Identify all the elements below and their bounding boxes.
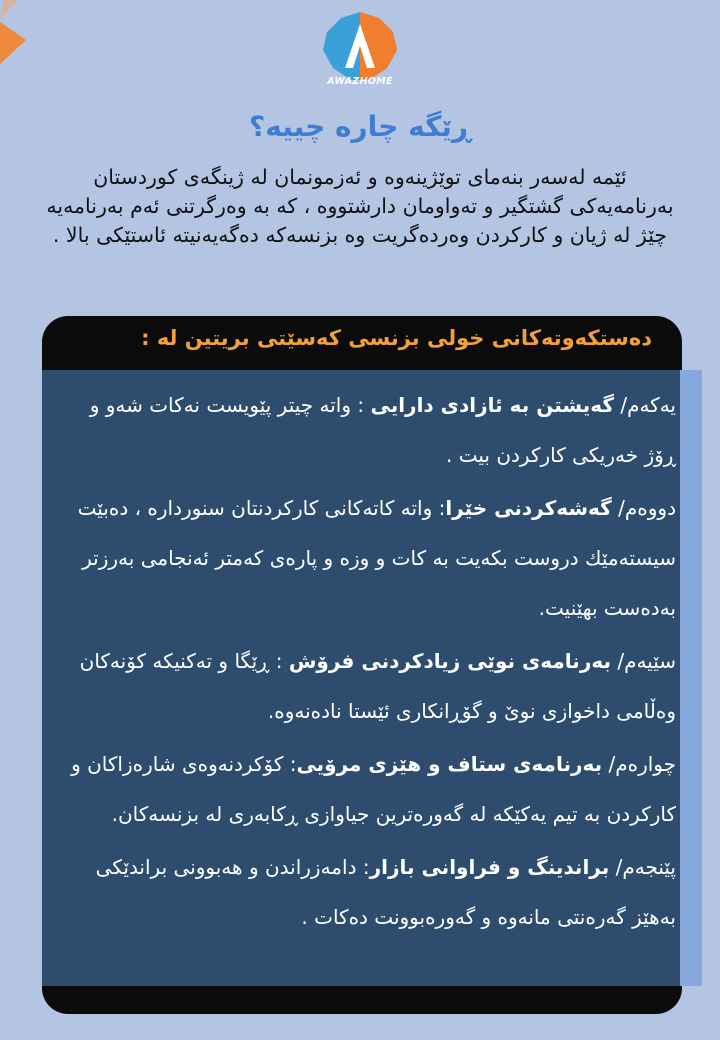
item-title: گەیشتن بە ئازادی دارایی: [370, 393, 614, 417]
card-heading: دەستکەوتەکانی خولی بزنسی کەسێتی بریتین لە :: [141, 326, 652, 350]
item-title: گەشەکردنی خێرا: [445, 496, 612, 520]
corner-decoration-shape: [0, 0, 26, 64]
item-title: براندینگ و فراوانی بازار: [369, 855, 610, 879]
item-text: : واتە چیتر پێویست نەکات شەو و ڕۆژ خەریکی کارکردن بیت .: [89, 393, 676, 467]
benefits-list: [60, 380, 676, 942]
item-prefix: پێنجەم/: [609, 855, 676, 879]
item-prefix: دووەم/: [611, 496, 676, 520]
list-item: [60, 483, 676, 633]
list-item: [60, 739, 676, 839]
brand-logo: [312, 10, 408, 106]
item-text: : کۆکردنەوەی شارەزاکان و کارکردن بە تیم یەکێکە لە گەورەترین جیاوازی ڕکابەری لە بزنسەکان.: [71, 752, 676, 826]
item-title: بەرنامەی نوێی زیادکردنی فرۆش: [288, 649, 611, 673]
item-title: بەرنامەی ستاف و هێزی مرۆیی: [296, 752, 603, 776]
item-prefix: سێیەم/: [610, 649, 676, 673]
intro-paragraph: ئێمە لەسەر بنەمای توێژینەوە و ئەزمونمان لە ژینگەی کوردستان بەرنامەیەکی گشتگیر و تەواومان دارشتووە ، کە بە وەرگرتنی ئەم بەرنامەیە چێژ لە ژیان و کارکردن وەردەگریت وە بزنسەکە دەگەیەنیتە ئاستێکی بالا .: [46, 165, 674, 247]
item-text: : ڕێگا و تەکنیکە کۆنەکان وەڵامی داخوازی نوێ و گۆڕانکاری ئێستا نادەنەوە.: [79, 649, 676, 723]
item-text: : واتە کاتەکانی کارکردنتان سنورداره ، دەبێت سیستەمێك دروست بکەیت بە کات و وزە و پارەی کەمتر ئەنجامی بەرزتر بەدەست بهێنیت.: [77, 496, 676, 620]
logo-mark-icon: [321, 10, 399, 82]
item-text: : دامەزراندن و هەبوونی براندێکی بەهێز گەرەنتی مانەوە و گەورەبوونت دەکات .: [95, 855, 676, 929]
page-title: ڕێگە چارە چییە؟: [249, 110, 471, 143]
list-item: [60, 842, 676, 942]
item-prefix: یەکەم/: [613, 393, 676, 417]
item-prefix: چوارەم/: [602, 752, 676, 776]
list-item: [60, 380, 676, 480]
brand-name: AWAZHOME: [327, 76, 393, 87]
list-item: [60, 636, 676, 736]
